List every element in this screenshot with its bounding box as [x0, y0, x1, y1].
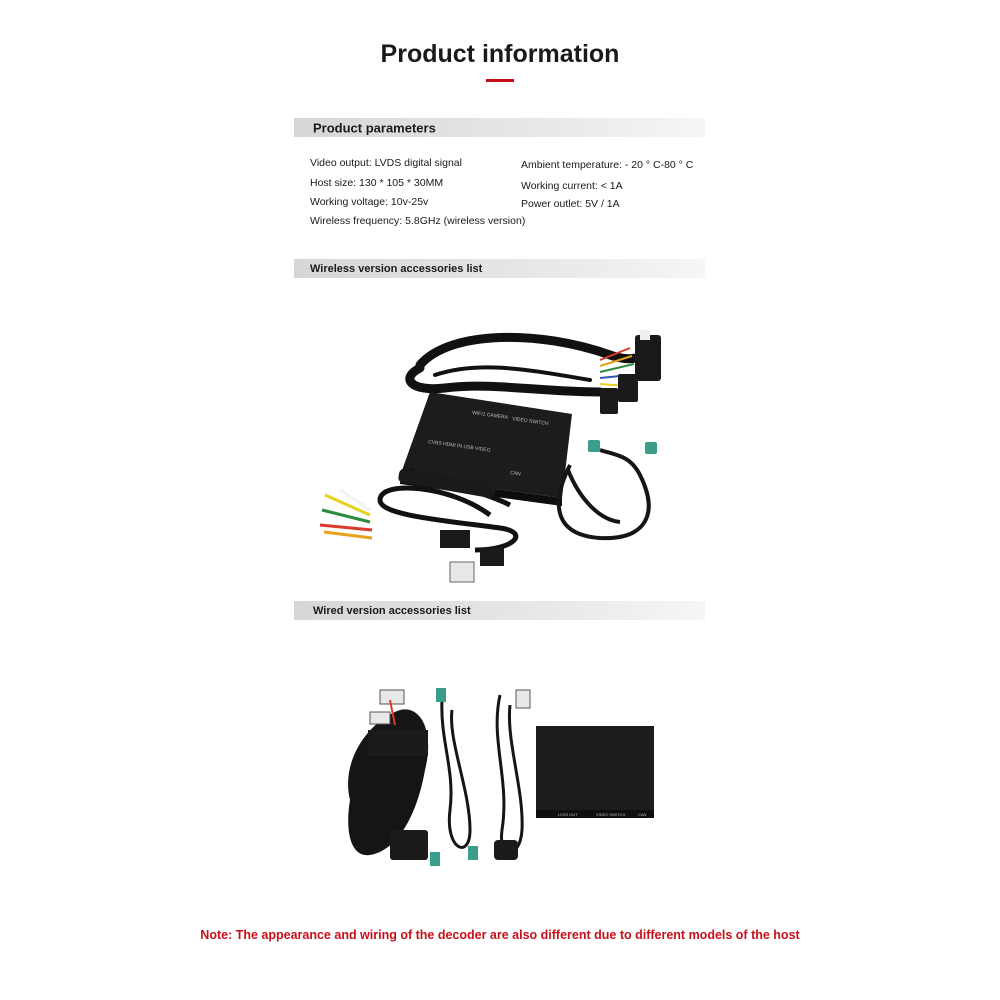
wireless-accessories-photo	[300, 300, 700, 590]
decoder-box	[536, 726, 654, 818]
fakra-connectors	[588, 440, 657, 454]
section-bar-product-parameters	[294, 118, 705, 137]
wired-accessories-photo	[330, 680, 670, 880]
cable-plug	[516, 690, 530, 708]
box-label: LVDS OUT	[558, 812, 578, 817]
svg-text:CVBS HDMI IN USB VIDEO: CVBS HDMI IN USB VIDEO	[427, 439, 491, 454]
svg-text:WIFI1 CAMERA: WIFI1 CAMERA	[471, 410, 509, 422]
note-text: Note: The appearance and wiring of the decoder are also different due to different models of the host	[200, 928, 800, 942]
section-heading: Wireless version accessories list	[310, 262, 483, 275]
fakra-cable-1	[442, 700, 470, 847]
section-heading: Product parameters	[313, 120, 436, 135]
antenna-cable	[559, 450, 649, 538]
param-ambient-temperature: Ambient temperature: - 20 ° C-80 ° C	[521, 159, 694, 171]
param-wireless-frequency: Wireless frequency: 5.8GHz (wireless version)	[310, 215, 526, 227]
harness-connectors	[600, 330, 661, 414]
section-bar-wireless	[294, 259, 705, 278]
harness-cable	[410, 337, 650, 392]
section-bar-wired	[294, 601, 705, 620]
section-heading: Wired version accessories list	[313, 604, 471, 617]
param-working-voltage: Working voltage: 10v-25v	[310, 196, 429, 208]
page-title: Product information	[380, 40, 620, 68]
param-video-output: Video output: LVDS digital signal	[310, 157, 462, 169]
title-underline	[486, 79, 514, 82]
box-label: VIDEO SWITCH	[596, 812, 626, 817]
fakra-plug	[468, 846, 478, 860]
small-connectors	[440, 530, 504, 582]
usb-module	[494, 840, 518, 860]
wiring-harness	[348, 690, 428, 860]
box-label: CAN	[638, 812, 647, 817]
svg-text:VIDEO SWITCH: VIDEO SWITCH	[511, 416, 549, 428]
svg-text:CAN: CAN	[509, 470, 522, 478]
colored-wires	[320, 490, 372, 538]
param-host-size: Host size: 130 * 105 * 30MM	[310, 177, 444, 189]
fakra-plug	[436, 688, 446, 702]
fakra-plug	[430, 852, 440, 866]
usb-cable	[497, 695, 522, 853]
param-working-current: Working current: < 1A	[521, 180, 623, 192]
param-power-outlet: Power outlet: 5V / 1A	[521, 198, 620, 210]
